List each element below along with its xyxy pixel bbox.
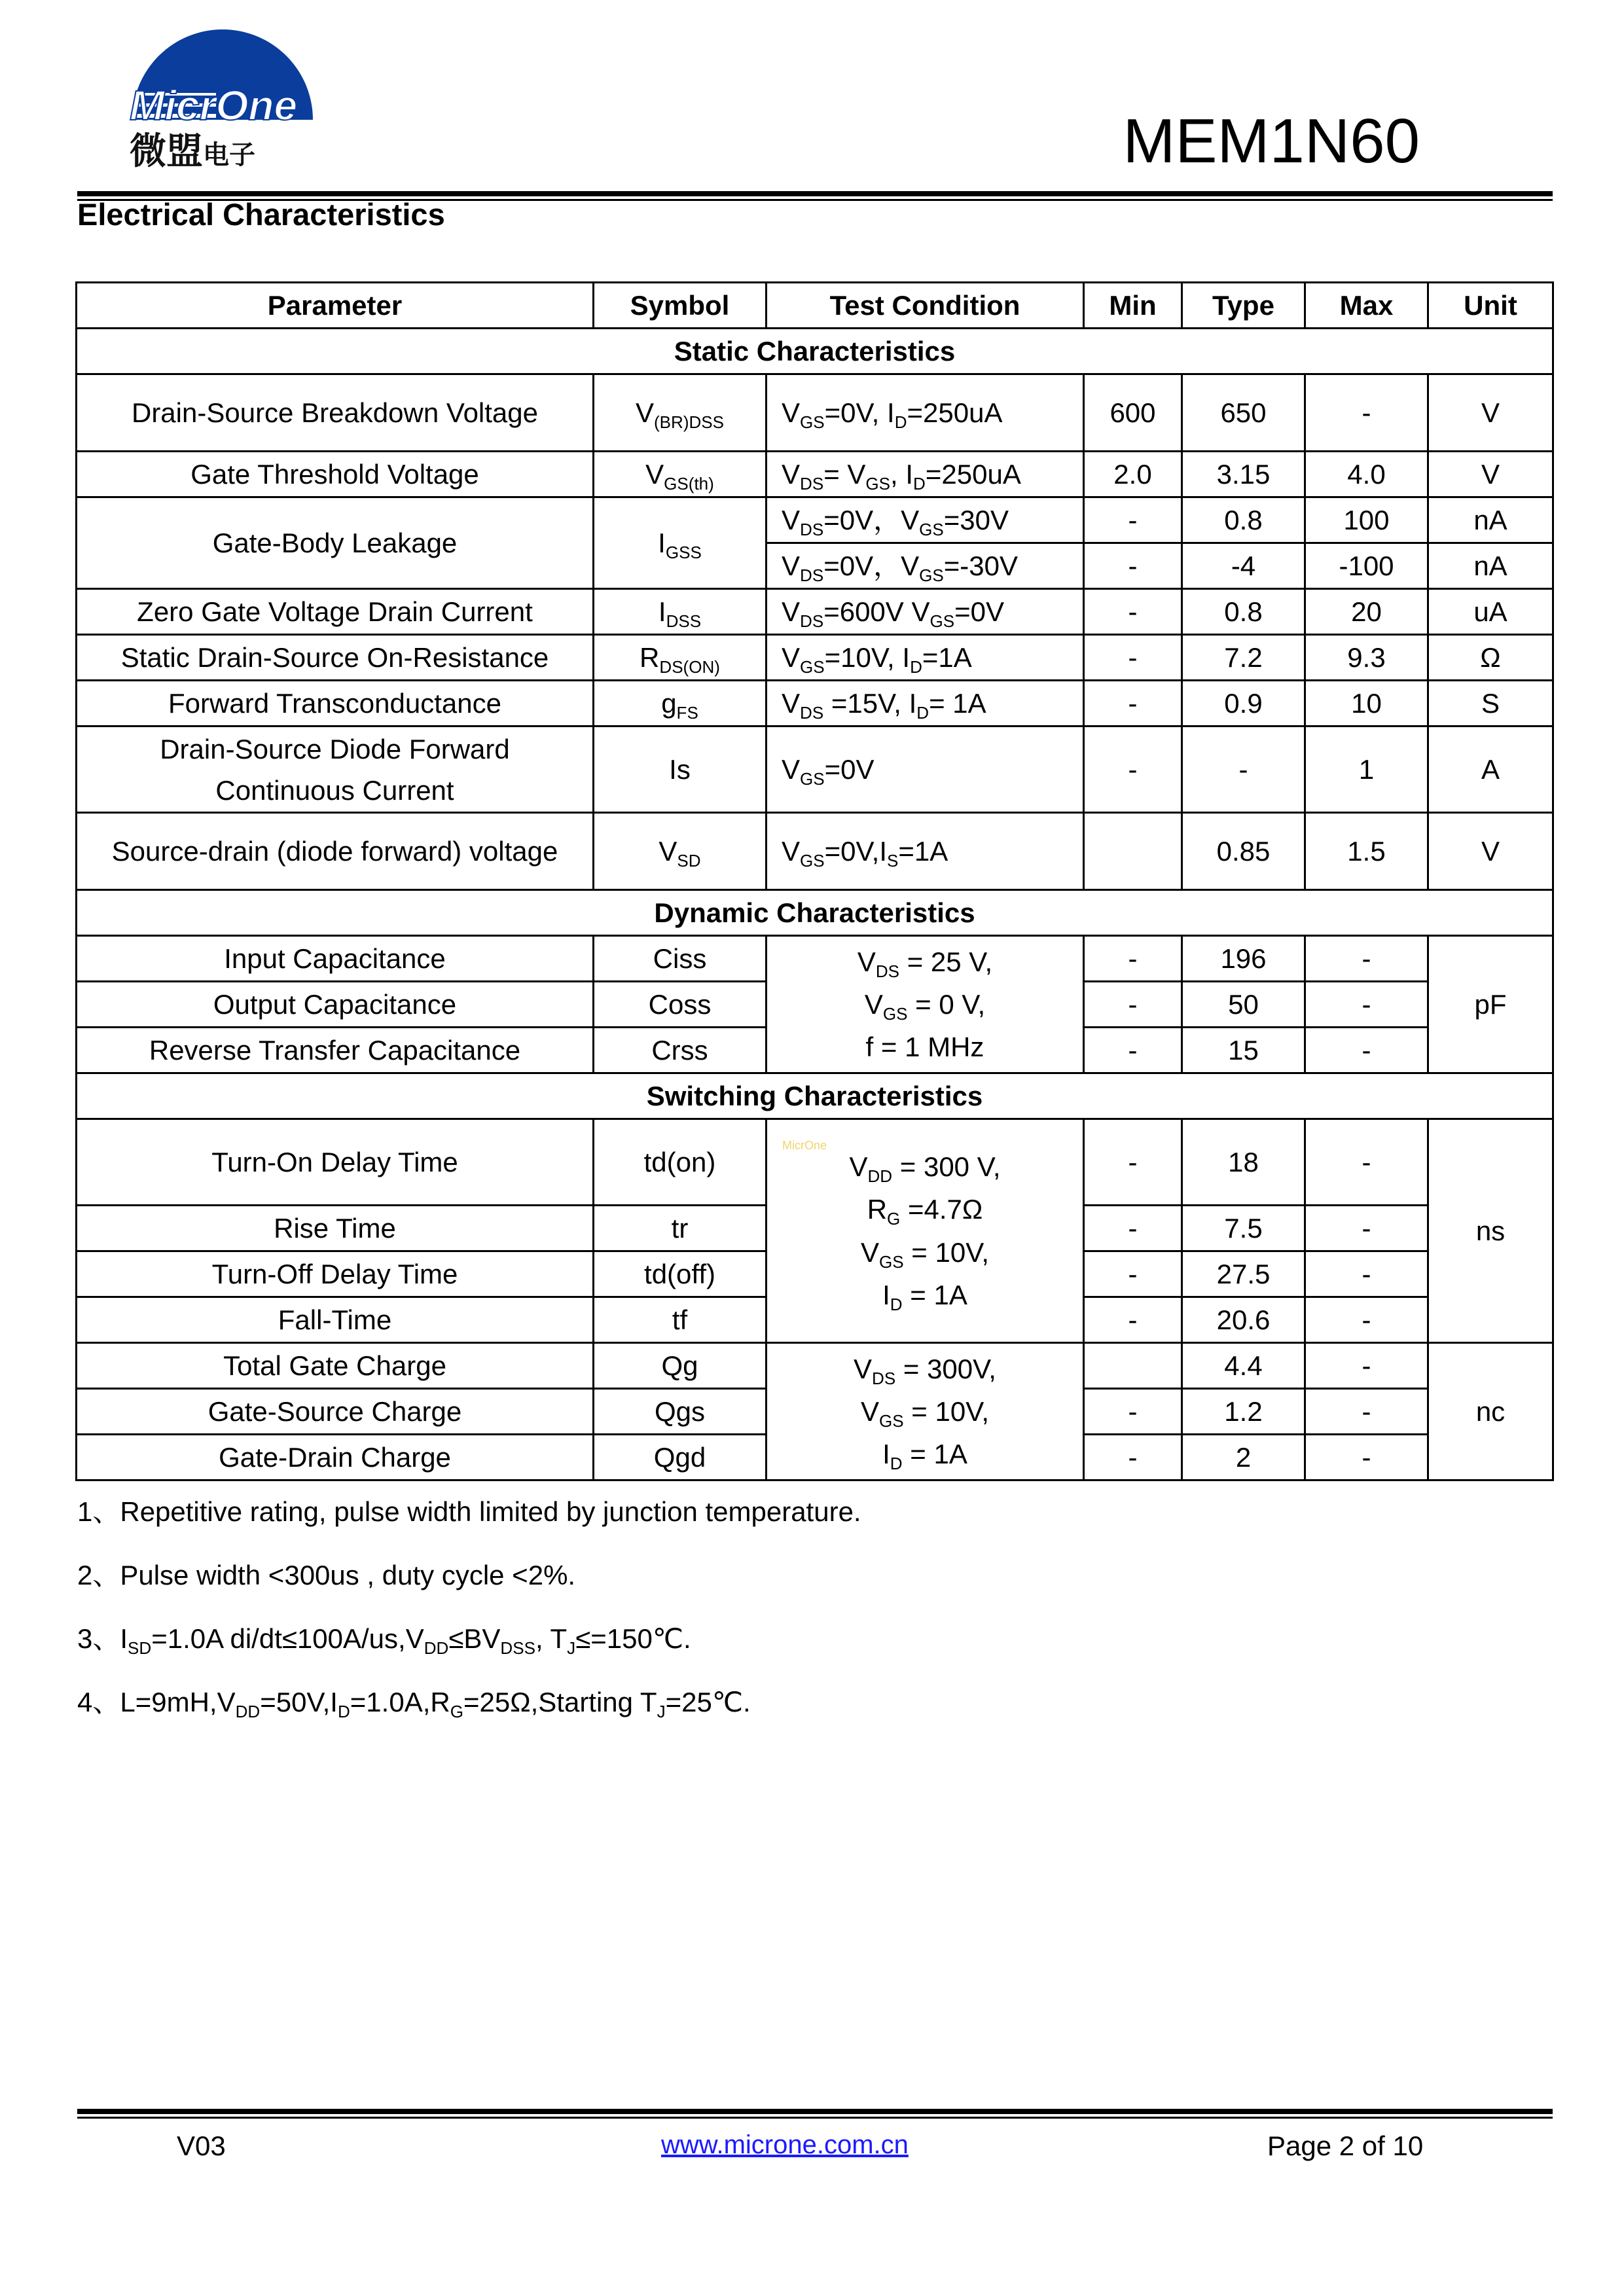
max-cell: 4.0 [1305,452,1428,497]
unit-cell: nA [1428,497,1553,543]
condition-cell: $V_{GS}=0V,I_S=1A$ [767,813,1084,890]
section-title: Electrical Characteristics [77,197,445,232]
symbol-cell: Qg [594,1343,767,1389]
typ-cell: 7.5 [1182,1206,1305,1251]
footer-rule-thick [77,2109,1553,2114]
max-cell: - [1305,1435,1428,1480]
min-cell: - [1084,726,1182,813]
unit-cell: Ω [1428,635,1553,681]
condition-cell: $V_{GS}=0V$, $I_D=250uA$ [767,374,1084,452]
symbol-cell: tr [594,1206,767,1251]
max-cell: - [1305,1297,1428,1343]
footer-url-link[interactable]: www.microne.com.cn [661,2130,909,2159]
condition-cell-switching: $V_{DD} = 300$ V, $R_G =4.7\Omega$ $V_{GS} = 10V$, $I_D = 1A$ [767,1119,1084,1343]
table-row [77,635,1553,681]
table-row [77,452,1553,497]
max-cell: - [1305,982,1428,1028]
max-cell: 20 [1305,589,1428,635]
footer-rule-thin [77,2117,1553,2119]
param-cell: Input Capacitance [77,936,594,982]
max-cell: - [1305,1251,1428,1297]
param-cell: Zero Gate Voltage Drain Current [77,589,594,635]
typ-cell: 650 [1182,374,1305,452]
param-cell: Turn-On Delay Time [77,1119,594,1206]
microne-logo [124,12,321,169]
min-cell: - [1084,681,1182,726]
typ-cell: - [1182,726,1305,813]
table-row [77,1343,1553,1389]
min-cell: - [1084,1389,1182,1435]
typ-cell: 0.9 [1182,681,1305,726]
max-cell: -100 [1305,543,1428,589]
min-cell: 600 [1084,374,1182,452]
typ-cell: 27.5 [1182,1251,1305,1297]
param-cell: Gate Threshold Voltage [77,452,594,497]
min-cell: - [1084,589,1182,635]
typ-cell: 2 [1182,1435,1305,1480]
unit-cell: V [1428,374,1553,452]
footer-page-number: Page 2 of 10 [1267,2130,1424,2161]
symbol-cell: tf [594,1297,767,1343]
condition-cell: $V_{DS}= V_{GS}$, $I_D=250uA$ [767,452,1084,497]
unit-cell: nc [1428,1343,1553,1480]
typ-cell: 0.8 [1182,497,1305,543]
typ-cell: 15 [1182,1028,1305,1073]
symbol-cell: $V_{(BR)DSS}$ [594,374,767,452]
symbol-cell: Crss [594,1028,767,1073]
param-cell: Forward Transconductance [77,681,594,726]
min-cell: - [1084,1297,1182,1343]
max-cell: 1 [1305,726,1428,813]
col-header-test-condition: Test Condition [767,283,1084,329]
table-row [77,726,1553,813]
param-cell: Static Drain-Source On-Resistance [77,635,594,681]
footer-version: V03 [177,2130,226,2161]
typ-cell: 0.85 [1182,813,1305,890]
typ-cell: 4.4 [1182,1343,1305,1389]
param-cell: Rise Time [77,1206,594,1251]
max-cell: 100 [1305,497,1428,543]
symbol-cell: Qgd [594,1435,767,1480]
param-cell: Drain-Source Breakdown Voltage [77,374,594,452]
symbol-cell: Coss [594,982,767,1028]
typ-cell: 20.6 [1182,1297,1305,1343]
symbol-cell: $V_{SD}$ [594,813,767,890]
faint-stamp: MicrOne [782,1139,827,1152]
unit-cell: ns [1428,1119,1553,1343]
table-row [77,681,1553,726]
part-number: MEM1N60 [1123,106,1420,176]
unit-cell: S [1428,681,1553,726]
unit-cell: nA [1428,543,1553,589]
unit-cell: V [1428,813,1553,890]
param-cell: Fall-Time [77,1297,594,1343]
symbol-cell: Ciss [594,936,767,982]
logo-wordmark: MicrOne [130,82,298,129]
condition-cell: $V_{GS}=0V$ [767,726,1084,813]
min-cell: - [1084,1435,1182,1480]
header-rule-thick [77,191,1553,196]
param-line: Drain-Source Diode Forward [160,733,510,764]
col-header-max: Max [1305,283,1428,329]
logo-graphic [124,12,321,169]
note-2: 2、Pulse width <300us , duty cycle <2%. [77,1560,576,1590]
condition-cell: $V_{DS}=600V$ $V_{GS}=0V$ [767,589,1084,635]
typ-cell: 196 [1182,936,1305,982]
note-3: 3、$I_{SD}=1.0A$ $di/dt\le 100A/us,V_{DD}\le BV_{DSS}$, $T_J\le=150℃$. [77,1623,691,1659]
typ-cell: 1.2 [1182,1389,1305,1435]
symbol-cell: Qgs [594,1389,767,1435]
param-cell: Output Capacitance [77,982,594,1028]
symbol-cell: td(off) [594,1251,767,1297]
section-title-switching: Switching Characteristics [77,1073,1553,1119]
unit-cell: uA [1428,589,1553,635]
col-header-type: Type [1182,283,1305,329]
symbol-cell: $I_{DSS}$ [594,589,767,635]
section-title-static: Static Characteristics [77,329,1553,374]
col-header-min: Min [1084,283,1182,329]
condition-cell-capacitance: $V_{DS} = 25$ V, $V_{GS} = 0$ V, f = 1 MHz [767,936,1084,1073]
unit-cell: V [1428,452,1553,497]
condition-cell: $V_{DS}=0V$，$V_{GS}=30V$ [767,497,1084,543]
typ-cell: 3.15 [1182,452,1305,497]
param-cell: Gate-Body Leakage [77,497,594,589]
typ-cell: 7.2 [1182,635,1305,681]
condition-cell: $V_{DS}=0V$，$V_{GS}=-30V$ [767,543,1084,589]
symbol-cell: Is [594,726,767,813]
min-cell: - [1084,936,1182,982]
min-cell: - [1084,635,1182,681]
min-cell: - [1084,497,1182,543]
table-row [77,1119,1553,1206]
section-title-dynamic: Dynamic Characteristics [77,890,1553,936]
typ-cell: -4 [1182,543,1305,589]
symbol-cell: $I_{GSS}$ [594,497,767,589]
min-cell [1084,813,1182,890]
symbol-cell: $V_{GS(th)}$ [594,452,767,497]
notes [77,1492,861,1746]
table-row [77,813,1553,890]
symbol-cell: $R_{DS(ON)}$ [594,635,767,681]
param-line: Continuous Current [215,774,454,806]
col-header-unit: Unit [1428,283,1553,329]
section-row-static [77,329,1553,374]
min-cell: - [1084,1028,1182,1073]
col-header-symbol: Symbol [594,283,767,329]
param-cell [77,726,594,813]
max-cell: - [1305,1389,1428,1435]
min-cell [1084,1343,1182,1389]
table-row [77,497,1553,543]
min-cell: - [1084,1251,1182,1297]
max-cell: 1.5 [1305,813,1428,890]
table-row [77,589,1553,635]
min-cell: - [1084,1206,1182,1251]
param-cell: Gate-Drain Charge [77,1435,594,1480]
logo-chinese: 微盟电子 [130,130,255,169]
symbol-cell: td(on) [594,1119,767,1206]
param-cell: Gate-Source Charge [77,1389,594,1435]
typ-cell: 0.8 [1182,589,1305,635]
param-cell: Total Gate Charge [77,1343,594,1389]
table-row [77,374,1553,452]
unit-cell: A [1428,726,1553,813]
max-cell: - [1305,936,1428,982]
condition-cell-gate-charge: $V_{DS} = 300V$, $V_{GS} = 10V$, $I_D = 1A$ [767,1343,1084,1480]
section-row-dynamic [77,890,1553,936]
table-row [77,936,1553,982]
symbol-cell: $g_{FS}$ [594,681,767,726]
min-cell: - [1084,982,1182,1028]
max-cell: - [1305,1028,1428,1073]
col-header-parameter: Parameter [77,283,594,329]
max-cell: - [1305,1206,1428,1251]
min-cell: - [1084,543,1182,589]
max-cell: 9.3 [1305,635,1428,681]
param-cell: Turn-Off Delay Time [77,1251,594,1297]
min-cell: - [1084,1119,1182,1206]
max-cell: 10 [1305,681,1428,726]
table-header-row [77,283,1553,329]
min-cell: 2.0 [1084,452,1182,497]
electrical-characteristics-table [75,281,1554,1481]
condition-cell: $V_{GS}=10V$, $I_D=1A$ [767,635,1084,681]
param-cell: Source-drain (diode forward) voltage [77,813,594,890]
condition-cell: $V_{DS} =15V$, $I_D= 1A$ [767,681,1084,726]
typ-cell: 18 [1182,1119,1305,1206]
max-cell: - [1305,1119,1428,1206]
unit-cell: pF [1428,936,1553,1073]
section-row-switching [77,1073,1553,1119]
max-cell: - [1305,1343,1428,1389]
param-cell: Reverse Transfer Capacitance [77,1028,594,1073]
max-cell: - [1305,374,1428,452]
note-1: 1、Repetitive rating, pulse width limited by junction temperature. [77,1496,861,1527]
note-4: 4、$L=9mH,V_{DD}=50V,I_D=1.0A,R_G=25\Omega,Starting$ $T_J=25℃$. [77,1687,751,1722]
typ-cell: 50 [1182,982,1305,1028]
